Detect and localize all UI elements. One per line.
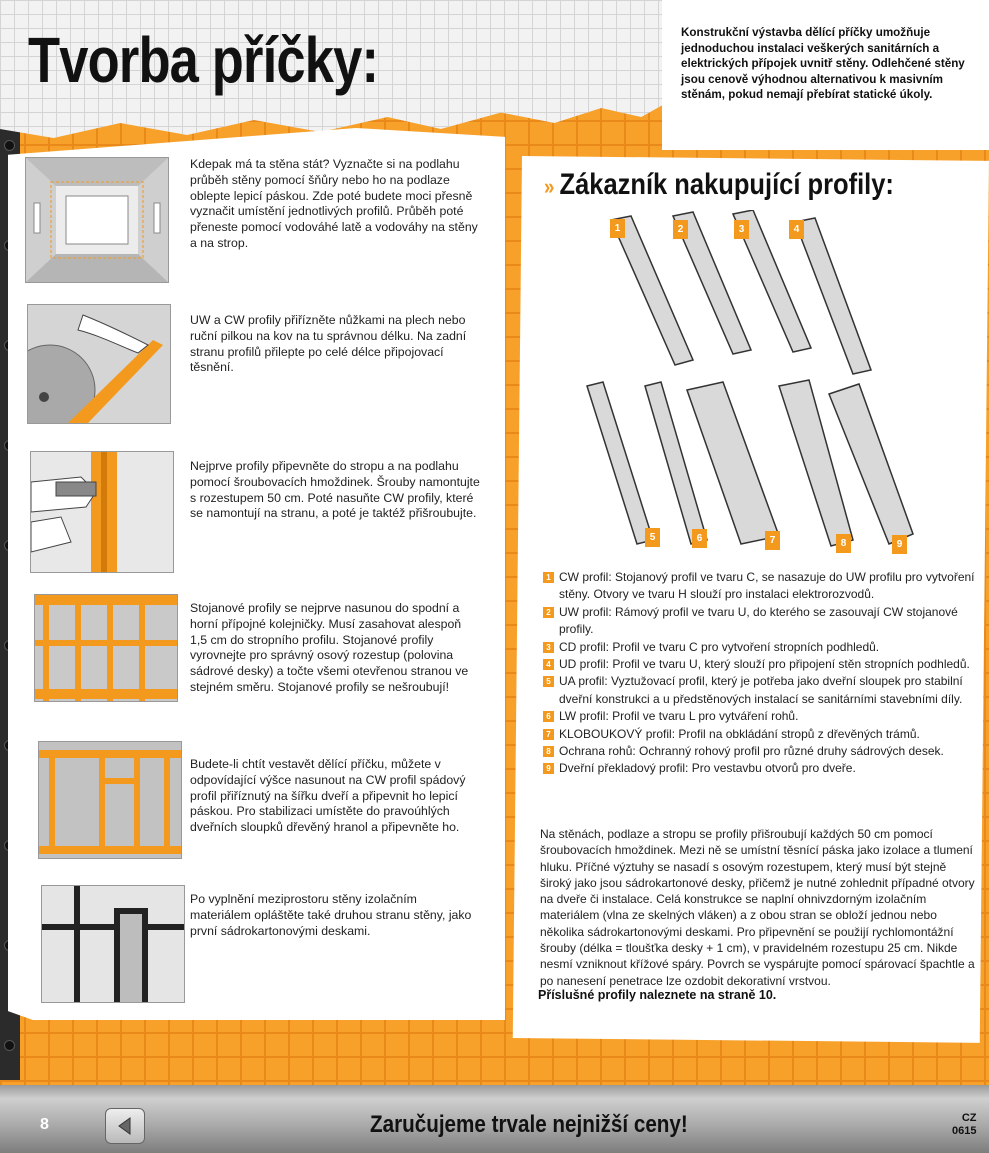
legend-item: 2 UW profil: Rámový profil ve tvaru U, do kterého se zasouvají CW stojanové profily. [543, 604, 983, 639]
profile-badge-4: 4 [789, 220, 804, 239]
legend-item: 8 Ochrana rohů: Ochranný rohový profil pro různé druhy sádrových desek. [543, 743, 983, 760]
legend-item: 4 UD profil: Profil ve tvaru U, který slouží pro připojení stěn stropních podhledů. [543, 656, 983, 673]
profiles-title-text: Zákazník nakupující profily: [559, 168, 894, 201]
legend-item: 6 LW profil: Profil ve tvaru L pro vytváření rohů. [543, 708, 983, 725]
legend-item: 9 Dveřní překladový profil: Pro vestavbu otvorů pro dveře. [543, 760, 983, 777]
arrow-left-icon [106, 1109, 144, 1143]
step-4-image [34, 594, 178, 702]
profile-badge-9: 9 [892, 535, 907, 554]
profiles-title [544, 168, 894, 202]
step-5-image [38, 741, 182, 859]
profile-badge-2: 2 [673, 220, 688, 239]
step-1-text: Kdepak má ta stěna stát? Vyznačte si na podlahu průběh stěny pomocí šňůry nebo ho na podlaze oblepte lepicí páskou. Zde poté budete moci přesně vyznačit umístění jednotlivých profilů. Průběh poté přeneste pomocí vodováhé latě a vodováhy na stěny a na strop. [190, 157, 478, 250]
profile-badge-3: 3 [734, 220, 749, 239]
legend-item: 3 CD profil: Profil ve tvaru C pro vytvoření stropních podhledů. [543, 639, 983, 656]
footer-slogan: Zaručujeme trvale nejnižší ceny! [370, 1111, 688, 1138]
title-marker: » [544, 174, 555, 199]
profile-badge-8: 8 [836, 534, 851, 553]
back-button[interactable] [105, 1108, 145, 1144]
step-5-text: Budete-li chtít vestavět dělící příčku, můžete v odpovídající výšce nasunout na CW profil spádový profil přiříznutý na šířku dveří a připevnit ho lepicí páskou. Pro stabilizaci umístěte do pravoúhlých dveřních sloupků dřevěný hranol a připevněte ho. [190, 757, 466, 835]
profile-legend [543, 569, 983, 778]
step-6-image [41, 885, 185, 1003]
profile-badge-5: 5 [645, 528, 660, 547]
legend-item: 7 KLOBOUKOVÝ profil: Profil na obkládání stropů z dřevěných trámů. [543, 726, 983, 743]
catalog-code: CZ 0615 [952, 1112, 977, 1137]
step-2-image [27, 304, 171, 424]
legend-item: 5 UA profil: Vyztužovací profil, který je potřeba jako dveřní sloupek pro stabilní dveřní konstrukci a u předstěnových instalací se sanitárními stavebními díly. [543, 673, 983, 708]
profile-badge-1: 1 [610, 219, 625, 238]
intro-text: Konstrukční výstavba dělící příčky umožňuje jednoduchou instalaci veškerých sanitárních a elektrických přípojek uvnitř stěny. Odlehčené stěny jsou cenově výhodnou alternativou k masivním stěnám, pokud nemají přebírat statické úkoly. [681, 25, 965, 102]
profile-badge-7: 7 [765, 531, 780, 550]
step-4-text: Stojanové profily se nejprve nasunou do spodní a horní přípojné kolejničky. Musí zasahovat alespoň 1,5 cm do stropního profilu. Stojanové profily vyrovnejte pro správný osový rozestup (polovina sádrové desky) a točte všemi otevřenou stranou ve stejném směru. Stojanové profily se nešroubují! [190, 601, 469, 694]
profiles-illustration [583, 210, 973, 560]
page-number: 8 [40, 1116, 49, 1133]
page-title: Tvorba příčky: [28, 24, 379, 96]
page-reference: Příslušné profily naleznete na straně 10. [538, 988, 777, 1002]
step-3-image [30, 451, 174, 573]
step-2-text: UW a CW profily přiřízněte nůžkami na plech nebo ruční pilkou na kov na tu správnou délku. Na zadní stranu profilů přilepte po celé délce připojovací těsnění. [190, 313, 467, 375]
step-1-image [25, 157, 169, 283]
profile-badge-6: 6 [692, 529, 707, 548]
construction-text: Na stěnách, podlaze a stropu se profily přišroubují každých 50 cm pomocí šroubovacích hmoždinek. Mezi ně se umístní těsnící páska jako izolace a tlumení hluku. Příčné výztuhy se nasadí s osovým rozestupem, který musí být stejně široký jako jsou sádrokartonové desky, přičemž je nutné zohlednit případné otvory na dveře či instalace. Celá konstrukce se naplní ohnivzdorným izolačním materiálem (vlna ze skelných vláken) a z obou stran se obloží jednou nebo několika sádrokartonovými deskami. Pro připevnění se použijí rychlomontážní šrouby (délka = tloušťka desky + 1 cm), v pravidelném rozestupu 25 cm. Nikde nesmí vzniknout křížové spáry. Povrch se vyspárujte pomocí spárovací špachtle a po nanesení penetrace lze ozdobit dekorativní vrstvou. [540, 827, 975, 988]
step-6-text: Po vyplnění meziprostoru stěny izolačním materiálem opláštěte také druhou stranu stěny, jako první sádrokartonovými deskami. [190, 892, 472, 938]
legend-item: 1 CW profil: Stojanový profil ve tvaru C, se nasazuje do UW profilu pro vytvoření stěny. Otvory ve tvaru H slouží pro instalaci elektrorozvodů. [543, 569, 983, 604]
step-3-text: Nejprve profily připevněte do stropu a na podlahu pomocí šroubovacích hmoždinek. Šrouby namontujte s rozestupem 50 cm. Poté nasuňte CW profily, které se namontují na stranu, a poté je taktéž přišroubujte. [190, 459, 480, 521]
